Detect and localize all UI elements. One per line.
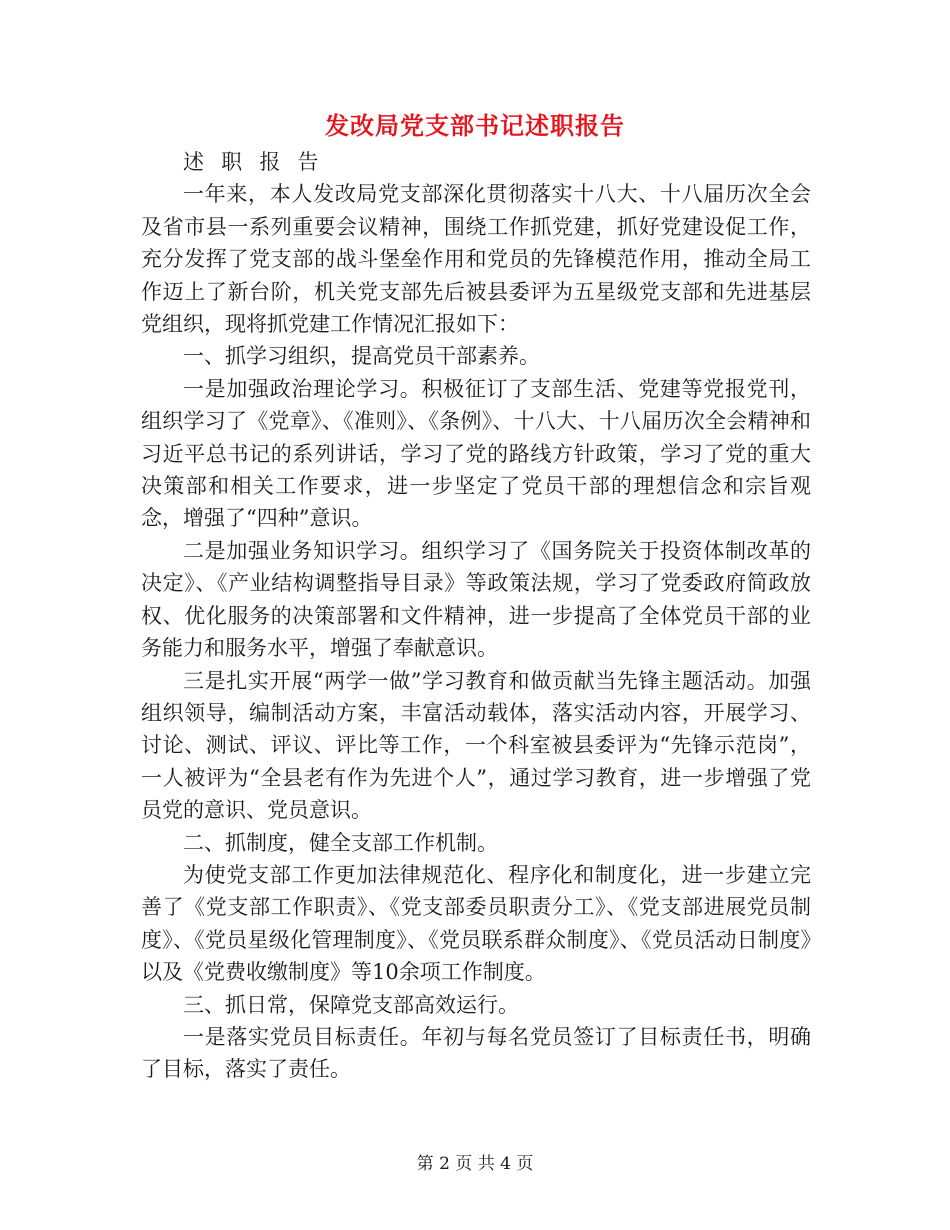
section-heading: 一、抓学习组织，提高党员干部素养。 [183, 344, 540, 369]
paragraph: 为使党支部工作更加法律规范化、程序化和制度化，进一步建立完善了《党支部工作职责》、《党支部委员职责分工》、《党支部进展党员制度》、《党员星级化管理制度》、《党员联系群众制度》、《党员活动日制度》以及《党费收缴制度》等10余项工作制度。 [141, 862, 811, 985]
paragraph: 二是加强业务知识学习。组织学习了《国务院关于投资体制改革的决定》、《产业结构调整指导目录》等政策法规，学习了党委政府简政放权、优化服务的决策部署和文件精神，进一步提高了全体党员干部的业务能力和服务水平，增强了奉献意识。 [141, 538, 811, 661]
section-heading: 二、抓制度，健全支部工作机制。 [183, 830, 498, 855]
paragraph: 一是落实党员目标责任。年初与每名党员签订了目标责任书，明确了目标，落实了责任。 [141, 1024, 811, 1082]
paragraph: 三是扎实开展“两学一做”学习教育和做贡献当先锋主题活动。加强组织领导，编制活动方案，丰富活动载体，落实活动内容，开展学习、讨论、测试、评议、评比等工作，一个科室被县委评为“先锋示范岗”，一人被评为“全县老有作为先进个人”，通过学习教育，进一步增强了党员党的意识、党员意识。 [141, 668, 811, 823]
page-title: 发改局党支部书记述职报告 [325, 111, 625, 140]
section-heading: 三、抓日常，保障党支部高效运行。 [183, 992, 519, 1017]
paragraph: 一年来，本人发改局党支部深化贯彻落实十八大、十八届历次全会及省市县一系列重要会议精神，围绕工作抓党建，抓好党建设促工作，充分发挥了党支部的战斗堡垒作用和党员的先锋模范作用，推动全局工作迈上了新台阶，机关党支部先后被县委评为五星级党支部和先进基层党组织，现将抓党建工作情况汇报如下： [141, 182, 811, 337]
paragraph: 一是加强政治理论学习。积极征订了支部生活、党建等党报党刊，组织学习了《党章》、《准则》、《条例》、十八大、十八届历次全会精神和习近平总书记的系列讲话，学习了党的路线方针政策，学习了党的重大决策部和相关工作要求，进一步坚定了党员干部的理想信念和宗旨观念，增强了“四种”意识。 [141, 376, 811, 531]
document-body [141, 146, 811, 1086]
page-number-footer: 第 2 页 共 4 页 [416, 1154, 534, 1174]
section-heading: 述 职 报 告 [183, 150, 324, 174]
